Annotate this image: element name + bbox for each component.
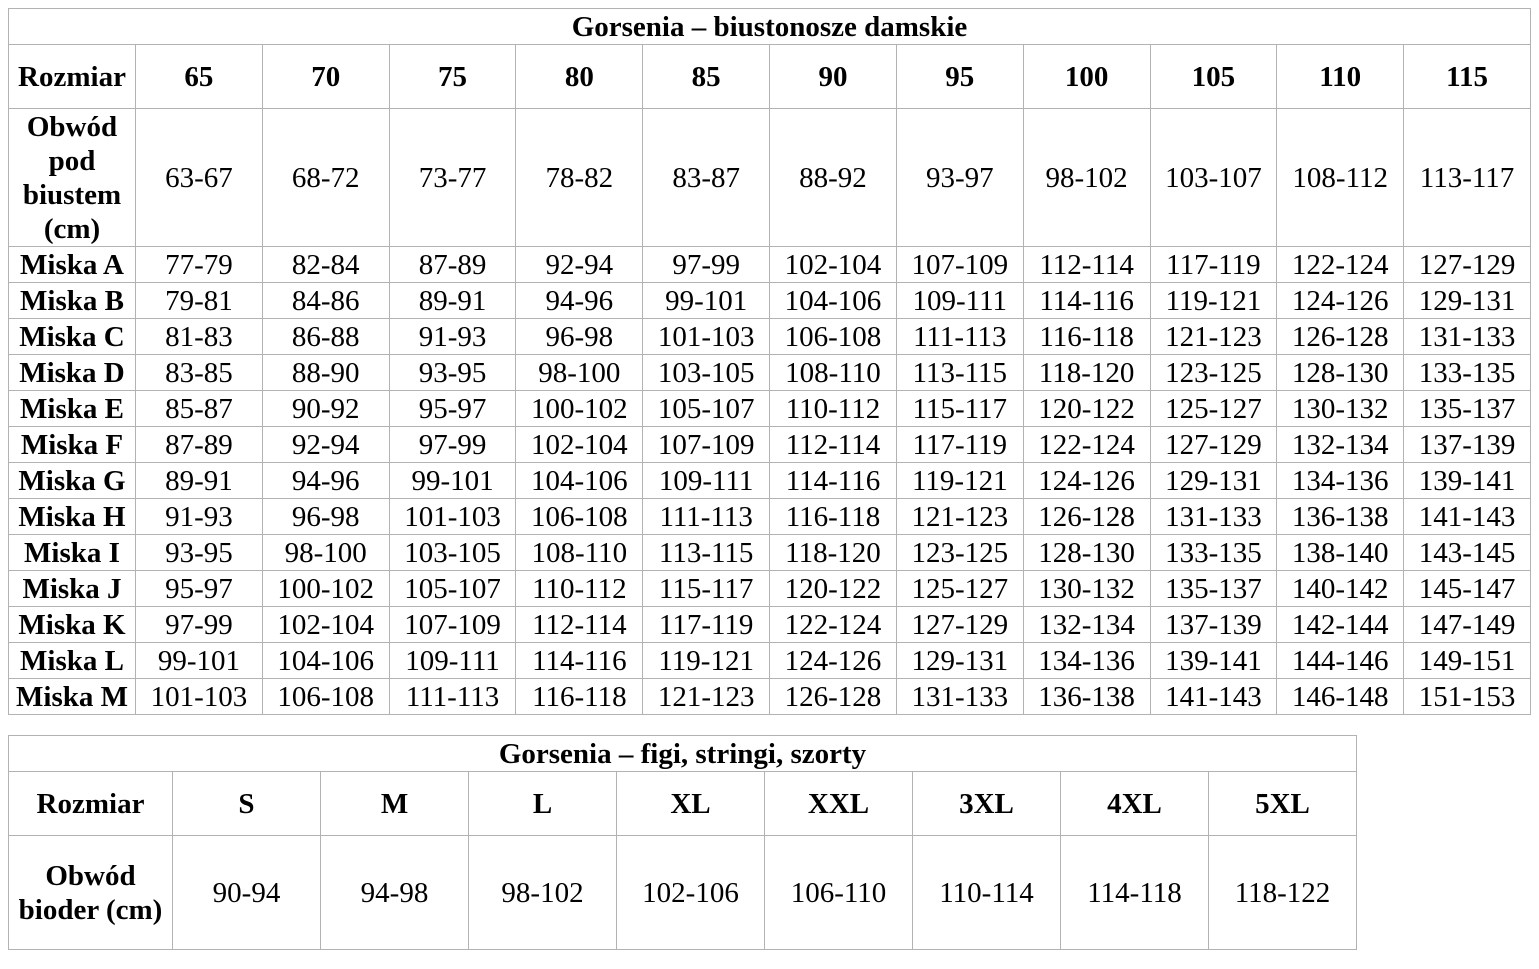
row-label: Miska K — [9, 607, 136, 643]
size-range-cell: 121-123 — [1150, 319, 1277, 355]
size-range-cell: 87-89 — [136, 427, 263, 463]
size-column-header: 115 — [1404, 45, 1531, 109]
size-range-cell: 111-113 — [389, 679, 516, 715]
size-header-label: Rozmiar — [9, 772, 173, 836]
row-label: Miska J — [9, 571, 136, 607]
size-range-cell: 126-128 — [1023, 499, 1150, 535]
size-column-header: 110 — [1277, 45, 1404, 109]
size-range-cell: 149-151 — [1404, 643, 1531, 679]
size-range-cell: 90-92 — [262, 391, 389, 427]
row-label: Obwód bioder (cm) — [9, 836, 173, 950]
size-range-cell: 143-145 — [1404, 535, 1531, 571]
size-range-cell: 114-116 — [516, 643, 643, 679]
size-range-cell: 123-125 — [1150, 355, 1277, 391]
cup-row — [9, 427, 1531, 463]
row-label: Miska H — [9, 499, 136, 535]
size-range-cell: 104-106 — [770, 283, 897, 319]
size-range-cell: 89-91 — [136, 463, 263, 499]
size-range-cell: 138-140 — [1277, 535, 1404, 571]
size-range-cell: 117-119 — [1150, 247, 1277, 283]
size-range-cell: 78-82 — [516, 109, 643, 247]
size-range-cell: 68-72 — [262, 109, 389, 247]
size-range-cell: 89-91 — [389, 283, 516, 319]
size-range-cell: 107-109 — [643, 427, 770, 463]
size-range-cell: 119-121 — [1150, 283, 1277, 319]
size-range-cell: 99-101 — [389, 463, 516, 499]
size-range-cell: 115-117 — [896, 391, 1023, 427]
size-range-cell: 106-108 — [516, 499, 643, 535]
size-range-cell: 120-122 — [1023, 391, 1150, 427]
size-range-cell: 114-118 — [1061, 836, 1209, 950]
size-range-cell: 93-97 — [896, 109, 1023, 247]
size-range-cell: 93-95 — [389, 355, 516, 391]
size-range-cell: 131-133 — [1150, 499, 1277, 535]
size-range-cell: 82-84 — [262, 247, 389, 283]
size-range-cell: 134-136 — [1277, 463, 1404, 499]
size-range-cell: 122-124 — [1277, 247, 1404, 283]
size-range-cell: 139-141 — [1404, 463, 1531, 499]
size-range-cell: 134-136 — [1023, 643, 1150, 679]
size-range-cell: 94-98 — [321, 836, 469, 950]
size-range-cell: 126-128 — [770, 679, 897, 715]
size-range-cell: 112-114 — [770, 427, 897, 463]
size-range-cell: 94-96 — [516, 283, 643, 319]
size-range-cell: 113-117 — [1404, 109, 1531, 247]
size-range-cell: 118-120 — [770, 535, 897, 571]
size-range-cell: 137-139 — [1404, 427, 1531, 463]
cup-row — [9, 283, 1531, 319]
size-range-cell: 122-124 — [770, 607, 897, 643]
size-range-cell: 92-94 — [516, 247, 643, 283]
size-column-header: 85 — [643, 45, 770, 109]
size-range-cell: 108-110 — [770, 355, 897, 391]
size-range-cell: 129-131 — [896, 643, 1023, 679]
size-range-cell: 120-122 — [770, 571, 897, 607]
size-range-cell: 142-144 — [1277, 607, 1404, 643]
size-range-cell: 102-106 — [617, 836, 765, 950]
size-range-cell: 124-126 — [1023, 463, 1150, 499]
size-range-cell: 127-129 — [1150, 427, 1277, 463]
cup-row — [9, 319, 1531, 355]
size-range-cell: 137-139 — [1150, 607, 1277, 643]
size-range-cell: 87-89 — [389, 247, 516, 283]
size-range-cell: 86-88 — [262, 319, 389, 355]
size-range-cell: 103-105 — [643, 355, 770, 391]
row-label: Miska A — [9, 247, 136, 283]
size-column-header: 95 — [896, 45, 1023, 109]
size-range-cell: 113-115 — [643, 535, 770, 571]
size-range-cell: 151-153 — [1404, 679, 1531, 715]
panties-size-header-row — [9, 772, 1357, 836]
size-range-cell: 95-97 — [136, 571, 263, 607]
size-range-cell: 128-130 — [1023, 535, 1150, 571]
size-range-cell: 104-106 — [516, 463, 643, 499]
size-range-cell: 112-114 — [1023, 247, 1150, 283]
size-range-cell: 98-100 — [516, 355, 643, 391]
row-label: Miska G — [9, 463, 136, 499]
size-column-header: 70 — [262, 45, 389, 109]
size-range-cell: 110-112 — [516, 571, 643, 607]
size-range-cell: 97-99 — [136, 607, 263, 643]
size-range-cell: 106-110 — [765, 836, 913, 950]
size-range-cell: 109-111 — [643, 463, 770, 499]
size-column-header: 4XL — [1061, 772, 1209, 836]
size-range-cell: 110-114 — [913, 836, 1061, 950]
size-range-cell: 95-97 — [389, 391, 516, 427]
bras-size-header-row — [9, 45, 1531, 109]
bras-size-table — [8, 8, 1531, 715]
size-range-cell: 125-127 — [896, 571, 1023, 607]
size-range-cell: 135-137 — [1404, 391, 1531, 427]
size-range-cell: 101-103 — [389, 499, 516, 535]
size-range-cell: 136-138 — [1023, 679, 1150, 715]
size-range-cell: 113-115 — [896, 355, 1023, 391]
size-range-cell: 83-87 — [643, 109, 770, 247]
size-range-cell: 109-111 — [896, 283, 1023, 319]
size-range-cell: 109-111 — [389, 643, 516, 679]
size-column-header: 80 — [516, 45, 643, 109]
size-range-cell: 97-99 — [643, 247, 770, 283]
size-range-cell: 111-113 — [896, 319, 1023, 355]
size-range-cell: 135-137 — [1150, 571, 1277, 607]
size-range-cell: 139-141 — [1150, 643, 1277, 679]
size-range-cell: 73-77 — [389, 109, 516, 247]
size-range-cell: 146-148 — [1277, 679, 1404, 715]
size-range-cell: 118-122 — [1209, 836, 1357, 950]
size-column-header: XXL — [765, 772, 913, 836]
size-range-cell: 102-104 — [262, 607, 389, 643]
size-range-cell: 98-102 — [469, 836, 617, 950]
size-range-cell: 127-129 — [896, 607, 1023, 643]
size-range-cell: 116-118 — [770, 499, 897, 535]
size-range-cell: 93-95 — [136, 535, 263, 571]
size-range-cell: 94-96 — [262, 463, 389, 499]
size-range-cell: 107-109 — [389, 607, 516, 643]
size-range-cell: 127-129 — [1404, 247, 1531, 283]
size-range-cell: 141-143 — [1404, 499, 1531, 535]
size-range-cell: 124-126 — [1277, 283, 1404, 319]
size-header-label: Rozmiar — [9, 45, 136, 109]
size-range-cell: 102-104 — [770, 247, 897, 283]
size-range-cell: 114-116 — [1023, 283, 1150, 319]
size-range-cell: 88-92 — [770, 109, 897, 247]
size-range-cell: 130-132 — [1277, 391, 1404, 427]
cup-row — [9, 679, 1531, 715]
cup-row — [9, 571, 1531, 607]
size-range-cell: 119-121 — [643, 643, 770, 679]
size-range-cell: 128-130 — [1277, 355, 1404, 391]
size-range-cell: 124-126 — [770, 643, 897, 679]
size-range-cell: 90-94 — [173, 836, 321, 950]
row-label: Miska F — [9, 427, 136, 463]
bras-title-row — [9, 9, 1531, 45]
size-range-cell: 117-119 — [896, 427, 1023, 463]
row-label: Miska I — [9, 535, 136, 571]
size-range-cell: 119-121 — [896, 463, 1023, 499]
cup-row — [9, 607, 1531, 643]
size-range-cell: 105-107 — [643, 391, 770, 427]
cup-row — [9, 535, 1531, 571]
cup-row — [9, 391, 1531, 427]
size-range-cell: 103-107 — [1150, 109, 1277, 247]
size-range-cell: 121-123 — [896, 499, 1023, 535]
row-label: Miska M — [9, 679, 136, 715]
size-range-cell: 91-93 — [136, 499, 263, 535]
cup-row — [9, 643, 1531, 679]
size-column-header: M — [321, 772, 469, 836]
size-range-cell: 112-114 — [516, 607, 643, 643]
size-range-cell: 108-110 — [516, 535, 643, 571]
size-column-header: 100 — [1023, 45, 1150, 109]
size-column-header: 5XL — [1209, 772, 1357, 836]
size-range-cell: 133-135 — [1150, 535, 1277, 571]
size-range-cell: 114-116 — [770, 463, 897, 499]
size-range-cell: 91-93 — [389, 319, 516, 355]
size-range-cell: 106-108 — [262, 679, 389, 715]
size-column-header: 65 — [136, 45, 263, 109]
size-range-cell: 107-109 — [896, 247, 1023, 283]
size-range-cell: 105-107 — [389, 571, 516, 607]
size-range-cell: 141-143 — [1150, 679, 1277, 715]
size-range-cell: 98-102 — [1023, 109, 1150, 247]
size-range-cell: 84-86 — [262, 283, 389, 319]
row-label: Miska E — [9, 391, 136, 427]
panties-title-row — [9, 736, 1357, 772]
size-column-header: 3XL — [913, 772, 1061, 836]
size-column-header: L — [469, 772, 617, 836]
size-range-cell: 130-132 — [1023, 571, 1150, 607]
size-range-cell: 79-81 — [136, 283, 263, 319]
size-column-header: XL — [617, 772, 765, 836]
size-range-cell: 126-128 — [1277, 319, 1404, 355]
size-range-cell: 83-85 — [136, 355, 263, 391]
measurement-row — [9, 836, 1357, 950]
size-range-cell: 106-108 — [770, 319, 897, 355]
row-label: Miska L — [9, 643, 136, 679]
size-range-cell: 85-87 — [136, 391, 263, 427]
size-range-cell: 99-101 — [136, 643, 263, 679]
size-range-cell: 118-120 — [1023, 355, 1150, 391]
size-range-cell: 145-147 — [1404, 571, 1531, 607]
row-label: Miska B — [9, 283, 136, 319]
cup-row — [9, 463, 1531, 499]
size-range-cell: 63-67 — [136, 109, 263, 247]
size-range-cell: 125-127 — [1150, 391, 1277, 427]
panties-size-table — [8, 735, 1357, 950]
cup-row — [9, 499, 1531, 535]
size-range-cell: 132-134 — [1277, 427, 1404, 463]
size-range-cell: 100-102 — [262, 571, 389, 607]
row-label: Miska D — [9, 355, 136, 391]
size-column-header: 75 — [389, 45, 516, 109]
row-label: Obwód pod biustem (cm) — [9, 109, 136, 247]
size-range-cell: 97-99 — [389, 427, 516, 463]
size-range-cell: 101-103 — [136, 679, 263, 715]
row-label: Miska C — [9, 319, 136, 355]
size-range-cell: 122-124 — [1023, 427, 1150, 463]
size-range-cell: 129-131 — [1150, 463, 1277, 499]
size-range-cell: 147-149 — [1404, 607, 1531, 643]
size-range-cell: 100-102 — [516, 391, 643, 427]
size-range-cell: 129-131 — [1404, 283, 1531, 319]
cup-row — [9, 355, 1531, 391]
size-range-cell: 101-103 — [643, 319, 770, 355]
panties-table-title: Gorsenia – figi, stringi, szorty — [9, 736, 1357, 772]
size-range-cell: 110-112 — [770, 391, 897, 427]
bras-table-title: Gorsenia – biustonosze damskie — [9, 9, 1531, 45]
size-range-cell: 96-98 — [262, 499, 389, 535]
cup-row — [9, 247, 1531, 283]
measurement-row — [9, 109, 1531, 247]
size-range-cell: 132-134 — [1023, 607, 1150, 643]
size-range-cell: 140-142 — [1277, 571, 1404, 607]
size-range-cell: 77-79 — [136, 247, 263, 283]
size-range-cell: 116-118 — [516, 679, 643, 715]
size-range-cell: 144-146 — [1277, 643, 1404, 679]
size-range-cell: 103-105 — [389, 535, 516, 571]
size-range-cell: 117-119 — [643, 607, 770, 643]
size-range-cell: 123-125 — [896, 535, 1023, 571]
size-range-cell: 104-106 — [262, 643, 389, 679]
size-range-cell: 92-94 — [262, 427, 389, 463]
size-range-cell: 116-118 — [1023, 319, 1150, 355]
size-range-cell: 81-83 — [136, 319, 263, 355]
size-range-cell: 98-100 — [262, 535, 389, 571]
size-range-cell: 108-112 — [1277, 109, 1404, 247]
size-range-cell: 136-138 — [1277, 499, 1404, 535]
size-range-cell: 111-113 — [643, 499, 770, 535]
size-range-cell: 115-117 — [643, 571, 770, 607]
size-range-cell: 131-133 — [896, 679, 1023, 715]
size-column-header: S — [173, 772, 321, 836]
size-range-cell: 102-104 — [516, 427, 643, 463]
size-range-cell: 88-90 — [262, 355, 389, 391]
size-range-cell: 131-133 — [1404, 319, 1531, 355]
size-column-header: 90 — [770, 45, 897, 109]
size-range-cell: 121-123 — [643, 679, 770, 715]
size-range-cell: 99-101 — [643, 283, 770, 319]
size-range-cell: 96-98 — [516, 319, 643, 355]
size-range-cell: 133-135 — [1404, 355, 1531, 391]
size-column-header: 105 — [1150, 45, 1277, 109]
